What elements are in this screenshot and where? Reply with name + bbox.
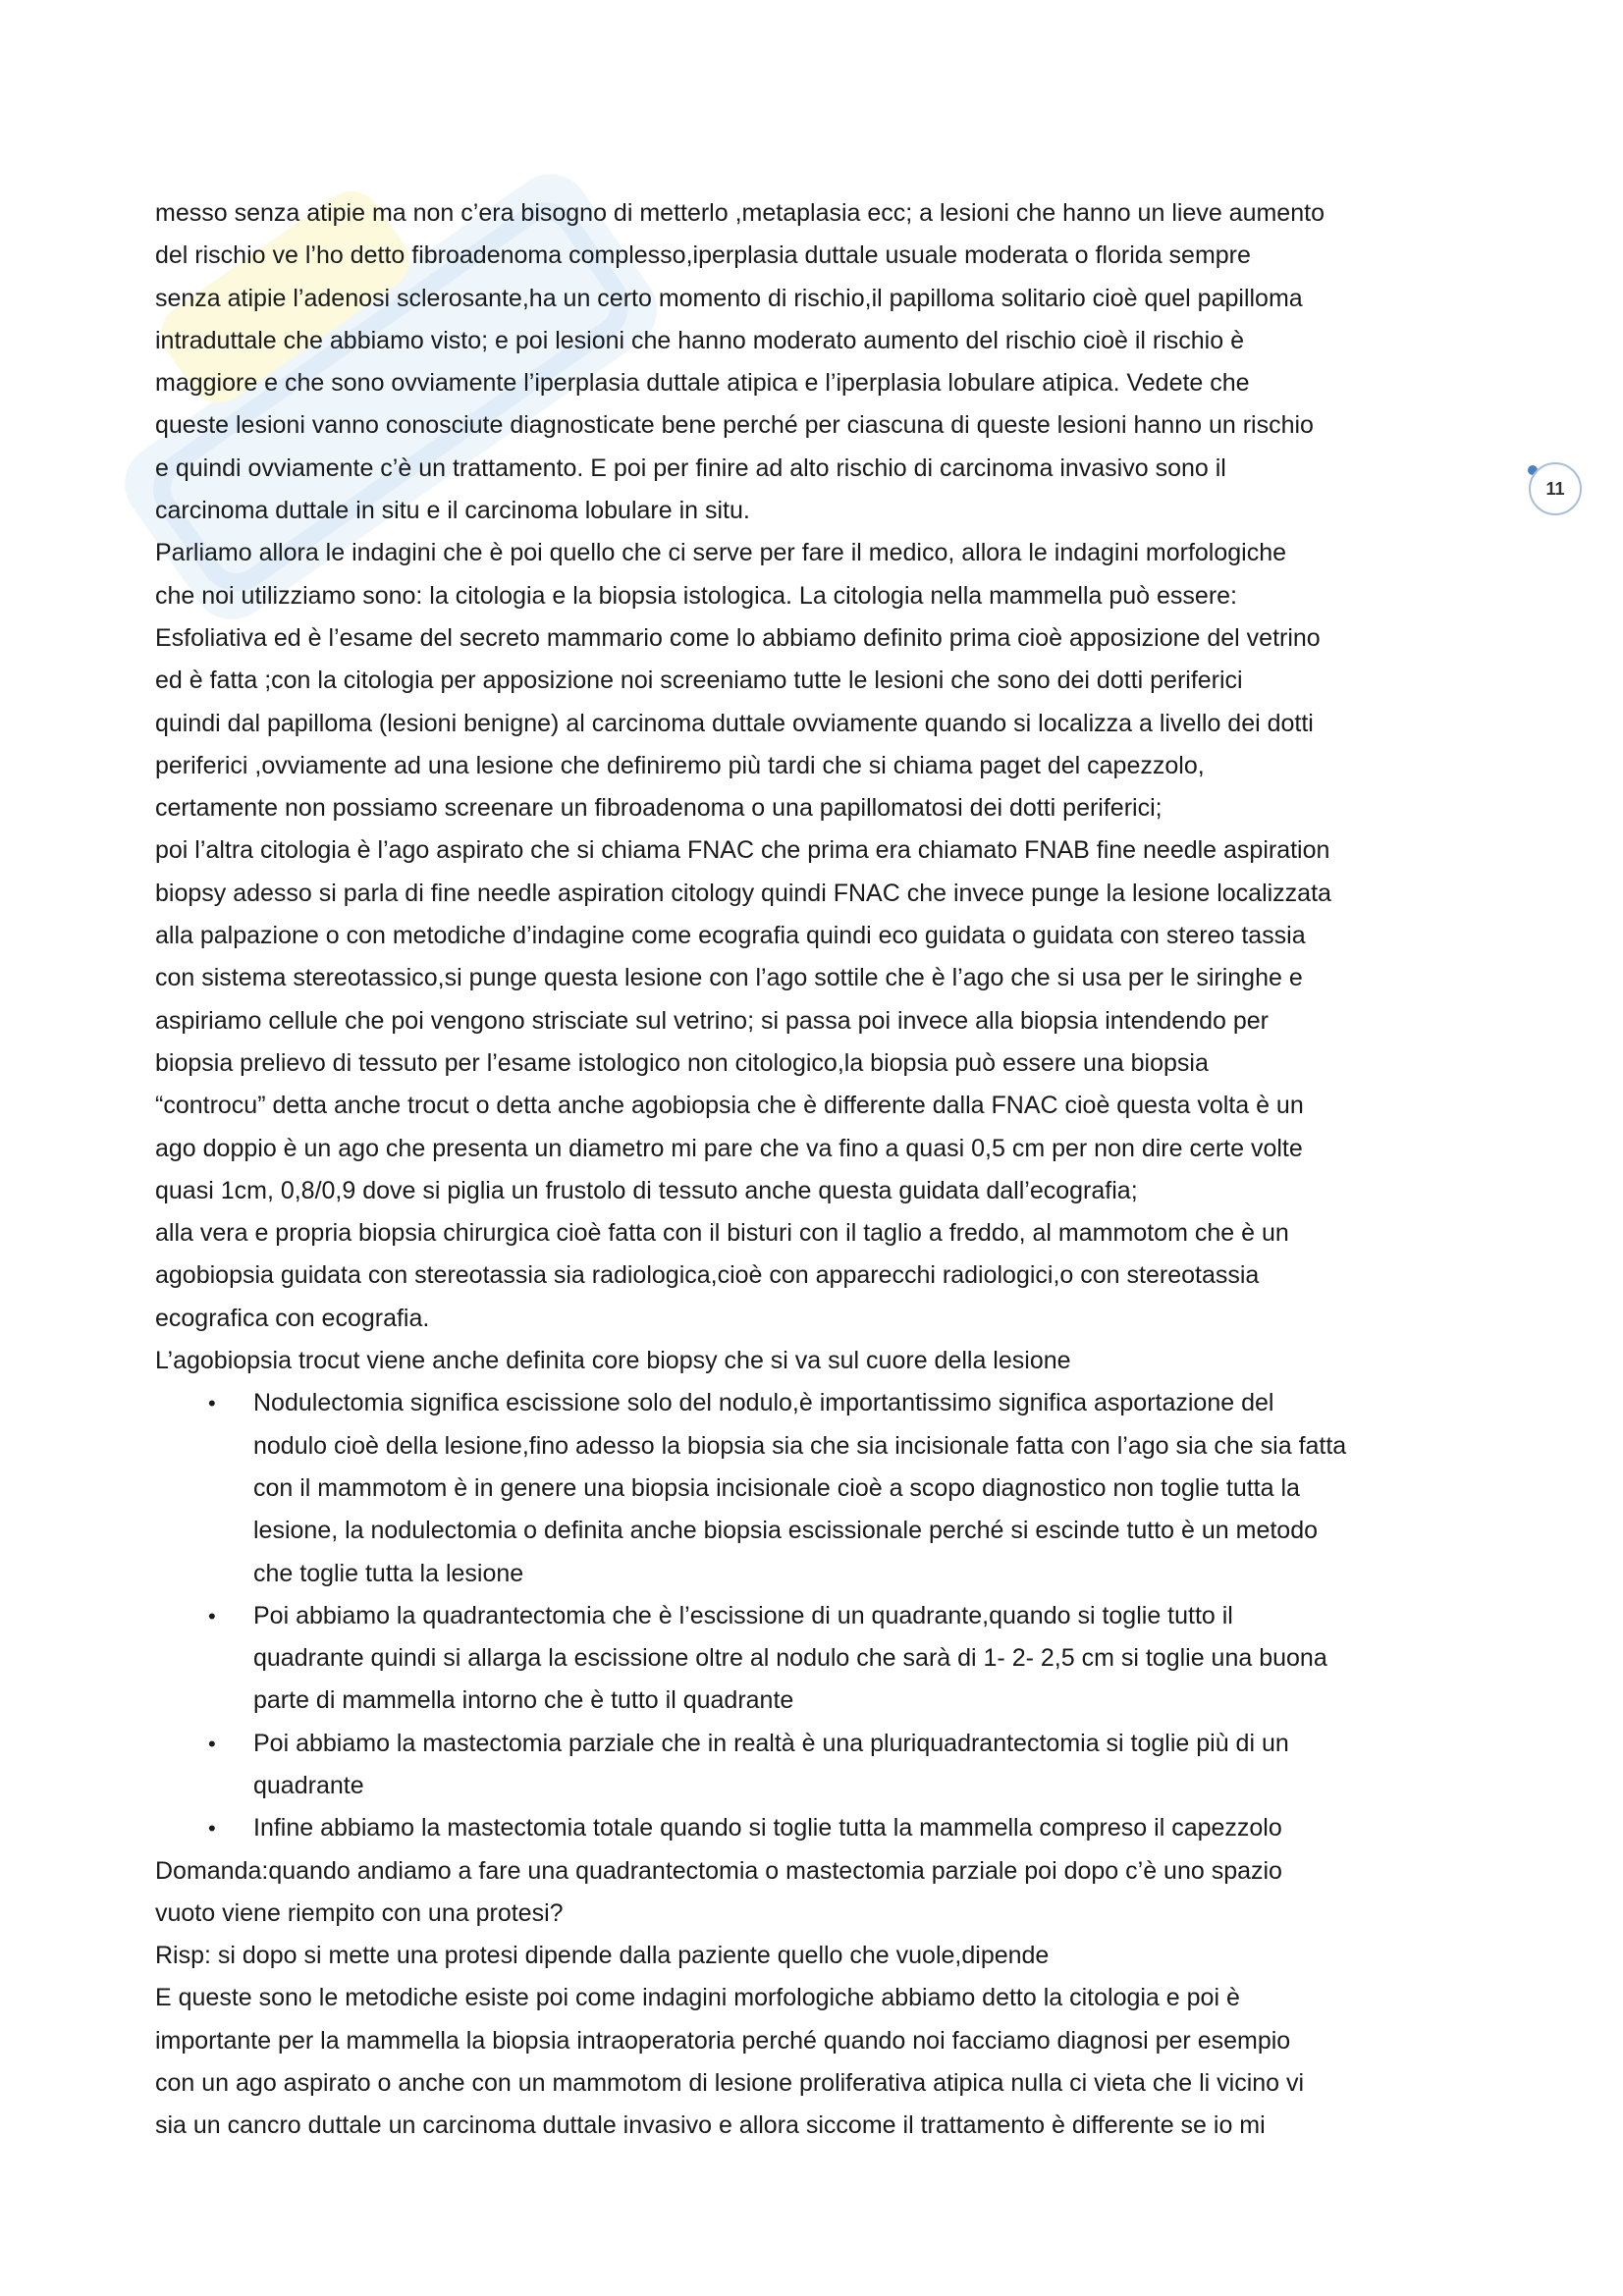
text-line: [155, 915, 1530, 957]
text-line: [155, 1765, 1530, 1807]
line-text: del rischio ve l’ho detto fibroadenoma complesso,iperplasia duttale usuale moderata o florida sempre: [155, 241, 1251, 270]
text-line: [155, 1553, 1530, 1595]
text-line: [155, 1680, 1530, 1722]
line-text: sia un cancro duttale un carcinoma duttale invasivo e allora siccome il trattamento è differente se io mi: [155, 2111, 1266, 2140]
text-line: [155, 787, 1530, 829]
text-line: [155, 448, 1530, 490]
line-text: certamente non possiamo screenare un fibroadenoma o una papillomatosi dei dotti periferici;: [155, 794, 1163, 823]
page-number: 11: [1529, 462, 1582, 515]
line-text: Poi abbiamo la quadrantectomia che è l’escissione di un quadrante,quando si toglie tutto il: [253, 1601, 1233, 1629]
text-line: [155, 2105, 1530, 2147]
line-text: queste lesioni vanno conosciute diagnosticate bene perché per ciascuna di queste lesioni hanno un rischio: [155, 411, 1314, 440]
text-line: [155, 703, 1530, 745]
line-text: alla palpazione o con metodiche d’indagine come ecografia quindi eco guidata o guidata con stereo tassia: [155, 922, 1306, 950]
line-text: con il mammotom è in genere una biopsia incisionale cioè a scopo diagnostico non toglie tutta la: [253, 1473, 1300, 1502]
text-line: [155, 1042, 1530, 1085]
line-text: senza atipie l’adenosi sclerosante,ha un certo momento di rischio,il papilloma solitario cioè quel papilloma: [155, 284, 1303, 312]
line-text: carcinoma duttale in situ e il carcinoma lobulare in situ.: [155, 497, 750, 525]
text-line: [155, 1298, 1530, 1340]
text-line: [155, 532, 1530, 574]
line-text: quindi dal papilloma (lesioni benigne) al carcinoma duttale ovviamente quando si localizza a livello dei dotti: [155, 709, 1314, 737]
text-line: [155, 404, 1530, 447]
line-text: alla vera e propria biopsia chirurgica cioè fatta con il bisturi con il taglio a freddo, al mammotom che è un: [155, 1219, 1289, 1248]
line-text: poi l’altra citologia è l’ago aspirato che si chiama FNAC che prima era chiamato FNAB fine needle aspiration: [155, 836, 1330, 865]
line-text: con sistema stereotassico,si punge questa lesione con l’ago sottile che è l’ago che si usa per le siringhe e: [155, 964, 1303, 992]
bullet-item-line: [155, 1595, 1530, 1637]
text-line: [155, 1425, 1530, 1468]
bullet-item-line: [155, 1807, 1530, 1849]
text-line: [155, 2020, 1530, 2062]
line-text: lesione, la nodulectomia o definita anche biopsia escissionale perché si escinde tutto è un metodo: [253, 1517, 1319, 1545]
line-text: con un ago aspirato o anche con un mammotom di lesione proliferativa atipica nulla ci vieta che li vicino vi: [155, 2069, 1305, 2098]
line-text: ecografica con ecografia.: [155, 1304, 430, 1332]
line-text: importante per la mammella la biopsia intraoperatoria perché quando noi facciamo diagnosi per esempio: [155, 2026, 1291, 2055]
text-line: [155, 1128, 1530, 1170]
text-line: [155, 1085, 1530, 1127]
text-line: [155, 1340, 1530, 1382]
text-line: [155, 362, 1530, 404]
line-text: Esfoliativa ed è l’esame del secreto mammario come lo abbiamo definito prima cioè apposizione del vetrino: [155, 623, 1321, 652]
text-line: [155, 1935, 1530, 1977]
text-line: [155, 1212, 1530, 1255]
line-text: E queste sono le metodiche esiste poi come indagini morfologiche abbiamo detto la citologia e poi è: [155, 1984, 1240, 2012]
line-text: L’agobiopsia trocut viene anche definita core biopsy che si va sul cuore della lesione: [155, 1347, 1071, 1375]
text-line: [155, 1000, 1530, 1042]
text-line: [155, 235, 1530, 277]
line-text: quadrante: [253, 1771, 364, 1799]
line-text: che noi utilizziamo sono: la citologia e la biopsia istologica. La citologia nella mammella può essere:: [155, 581, 1237, 610]
text-line: [155, 660, 1530, 702]
bullet-icon: •: [208, 1816, 216, 1842]
bullet-icon: •: [208, 1391, 216, 1416]
line-text: Parliamo allora le indagini che è poi quello che ci serve per fare il medico, allora le indagini morfologiche: [155, 539, 1287, 567]
line-text: Domanda:quando andiamo a fare una quadrantectomia o mastectomia parziale poi dopo c’è uno spazio: [155, 1856, 1282, 1885]
line-text: aspiriamo cellule che poi vengono strisciate sul vetrino; si passa poi invece alla biopsia intendendo per: [155, 1006, 1269, 1035]
line-text: Infine abbiamo la mastectomia totale quando si toglie tutta la mammella compreso il capezzolo: [253, 1814, 1282, 1842]
text-line: [155, 320, 1530, 362]
text-line: [155, 575, 1530, 617]
line-text: ago doppio è un ago che presenta un diametro mi pare che va fino a quasi 0,5 cm per non dire certe volte: [155, 1134, 1303, 1162]
text-line: [155, 1637, 1530, 1680]
text-line: [155, 278, 1530, 320]
text-line: [155, 192, 1530, 235]
text-line: [155, 745, 1530, 787]
text-line: [155, 829, 1530, 872]
line-text: periferici ,ovviamente ad una lesione che definiremo più tardi che si chiama paget del capezzolo,: [155, 751, 1205, 779]
line-text: nodulo cioè della lesione,fino adesso la biopsia sia che sia incisionale fatta con l’ago sia che sia fatta: [253, 1431, 1347, 1460]
line-text: parte di mammella intorno che è tutto il quadrante: [253, 1686, 794, 1715]
text-line: [155, 1977, 1530, 2019]
line-text: agobiopsia guidata con stereotassia sia radiologica,cioè con apparecchi radiologici,o con stereotassia: [155, 1261, 1260, 1290]
line-text: quasi 1cm, 0,8/0,9 dove si piglia un frustolo di tessuto anche questa guidata dall’ecografia;: [155, 1176, 1138, 1204]
text-line: [155, 957, 1530, 999]
text-line: [155, 2062, 1530, 2105]
line-text: che toglie tutta la lesione: [253, 1559, 524, 1587]
line-text: biopsia prelievo di tessuto per l’esame istologico non citologico,la biopsia può essere una biopsia: [155, 1048, 1209, 1077]
text-line: [155, 1468, 1530, 1510]
bullet-item-line: [155, 1723, 1530, 1765]
bullet-item-line: [155, 1382, 1530, 1424]
text-line: [155, 617, 1530, 660]
line-text: “controcu” detta anche trocut o detta anche agobiopsia che è differente dalla FNAC cioè questa volta è un: [155, 1092, 1304, 1120]
line-text: vuoto viene riempito con una protesi?: [155, 1898, 564, 1927]
text-line: [155, 1893, 1530, 1935]
line-text: Poi abbiamo la mastectomia parziale che in realtà è una pluriquadrantectomia si toglie più di un: [253, 1729, 1289, 1757]
bullet-icon: •: [208, 1731, 216, 1756]
document-body: [155, 192, 1530, 2148]
text-line: [155, 490, 1530, 532]
text-line: [155, 1170, 1530, 1212]
line-text: biopsy adesso si parla di fine needle aspiration citology quindi FNAC che invece punge la lesione localizzata: [155, 879, 1331, 907]
line-text: maggiore e che sono ovviamente l’iperplasia duttale atipica e l’iperplasia lobulare atipica. Vedete che: [155, 369, 1250, 398]
line-text: quadrante quindi si allarga la escissione oltre al nodulo che sarà di 1- 2- 2,5 cm si toglie una buona: [253, 1644, 1327, 1673]
text-line: [155, 873, 1530, 915]
text-line: [155, 1850, 1530, 1893]
line-text: e quindi ovviamente c’è un trattamento. E poi per finire ad alto rischio di carcinoma invasivo sono il: [155, 454, 1226, 482]
line-text: intraduttale che abbiamo visto; e poi lesioni che hanno moderato aumento del rischio cioè il rischio è: [155, 326, 1244, 354]
line-text: Nodulectomia significa escissione solo del nodulo,è importantissimo significa asportazione del: [253, 1389, 1274, 1417]
line-text: messo senza atipie ma non c’era bisogno di metterlo ,metaplasia ecc; a lesioni che hanno un lieve aumento: [155, 199, 1325, 227]
bullet-icon: •: [208, 1603, 216, 1629]
line-text: ed è fatta ;con la citologia per apposizione noi screeniamo tutte le lesioni che sono dei dotti periferici: [155, 667, 1243, 695]
line-text: Risp: si dopo si mette una protesi dipende dalla paziente quello che vuole,dipende: [155, 1942, 1050, 1970]
text-line: [155, 1255, 1530, 1297]
text-line: [155, 1510, 1530, 1552]
